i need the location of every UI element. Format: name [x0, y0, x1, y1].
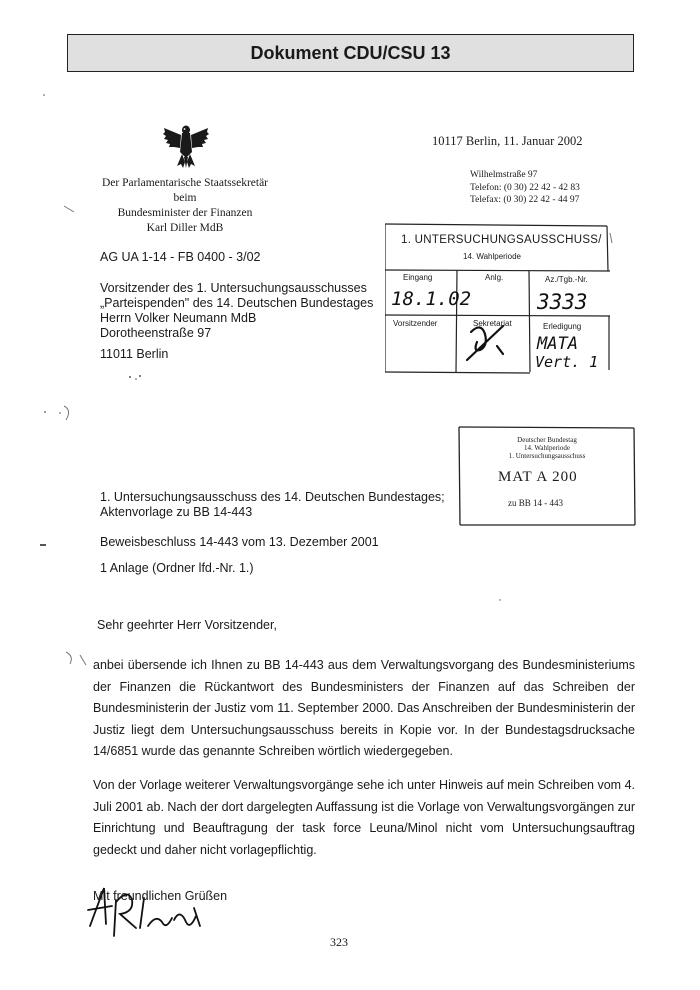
- letter-date: 10117 Berlin, 11. Januar 2002: [432, 134, 583, 148]
- label-az: Az./Tgb.-Nr.: [545, 275, 588, 284]
- stamp-wahlperiode: 14. Wahlperiode: [524, 444, 570, 452]
- stamp-period: 14. Wahlperiode: [463, 252, 521, 261]
- label-erledigung: Erledigung: [543, 322, 582, 331]
- stamp-committee-title: 1. UNTERSUCHUNGSAUSSCHUSS/: [401, 234, 602, 246]
- stamp-bb-number: zu BB 14 - 443: [508, 498, 563, 508]
- recipient-line-1: Vorsitzender des 1. Untersuchungsausschusses: [100, 281, 367, 295]
- closing-greeting: Mit freundlichen Grüßen: [93, 889, 228, 903]
- page-number: 323: [330, 935, 348, 949]
- subject-line-1: 1. Untersuchungsausschuss des 14. Deutschen Bundestages;: [100, 490, 445, 504]
- label-sekretariat: Sekretariat: [473, 319, 512, 328]
- sender-beim: beim: [173, 192, 197, 204]
- sender-title: Der Parlamentarische Staatssekretär: [101, 177, 269, 189]
- contact-phone: Telefon: (0 30) 22 42 - 42 83: [470, 182, 580, 193]
- banner-title: Dokument CDU/CSU 13: [250, 42, 451, 63]
- handwritten-register-number: 3333: [537, 290, 588, 314]
- label-vorsitzender: Vorsitzender: [393, 319, 438, 328]
- body-paragraph-2: Von der Vorlage weiterer Verwaltungsvorgänge sehe ich unter Hinweis auf mein Schreiben vom 4. Juli 2001 ab. Nach der dort dargelegten Auffassung ist die Vorlage von Verwaltungsvorgängen zur Einrichtung und Beauftragung der task force Leuna/Minol nicht vom Untersuchungsauftrag gedeckt und daher nicht vorlagepflichtig.: [93, 778, 635, 857]
- handwritten-received-date: 18.1.02: [391, 288, 472, 310]
- beweisbeschluss: Beweisbeschluss 14-443 vom 13. Dezember 2001: [100, 535, 379, 549]
- handwritten-vert: Vert. 1: [535, 353, 599, 371]
- recipient-city: 11011 Berlin: [100, 347, 169, 361]
- recipient-line-3: Herrn Volker Neumann MdB: [100, 311, 257, 325]
- attachment-note: 1 Anlage (Ordner lfd.-Nr. 1.): [100, 561, 254, 575]
- stamp-bundestag: Deutscher Bundestag: [517, 436, 577, 444]
- label-eingang: Eingang: [403, 273, 433, 282]
- contact-street: Wilhelmstraße 97: [470, 170, 538, 180]
- reference-number: AG UA 1-14 - FB 0400 - 3/02: [100, 250, 261, 264]
- sender-name: Karl Diller MdB: [146, 222, 224, 234]
- handwritten-mata: MATA: [537, 334, 578, 354]
- sender-ministry: Bundesminister der Finanzen: [117, 207, 253, 219]
- body-paragraph-1: anbei übersende ich Ihnen zu BB 14-443 aus dem Verwaltungsvorgang des Bundesministeriums der Finanzen die Rückantwort des Bundesministers der Finanzen auf das Schreiben der Bundesministerin der Justiz vom 11. September 2000. Das Anschreiben der Bundesministerin der Justiz liegt dem Untersuchungsausschuss bereits in Kopie vor. In der Bundestagsdrucksache 14/6851 wurde das genannte Schreiben wörtlich wiedergegeben.: [93, 658, 635, 758]
- recipient-line-4: Dorotheenstraße 97: [100, 326, 212, 340]
- stamp-mata-number: MAT A 200: [498, 469, 578, 485]
- salutation: Sehr geehrter Herr Vorsitzender,: [97, 618, 277, 632]
- label-anlg: Anlg.: [485, 273, 504, 282]
- stamp-ausschuss: 1. Untersuchungsausschuss: [508, 452, 586, 460]
- recipient-line-2: „Parteispenden" des 14. Deutschen Bundestages: [100, 296, 374, 310]
- subject-line-2: Aktenvorlage zu BB 14-443: [100, 505, 253, 519]
- contact-fax: Telefax: (0 30) 22 42 - 44 97: [470, 195, 580, 205]
